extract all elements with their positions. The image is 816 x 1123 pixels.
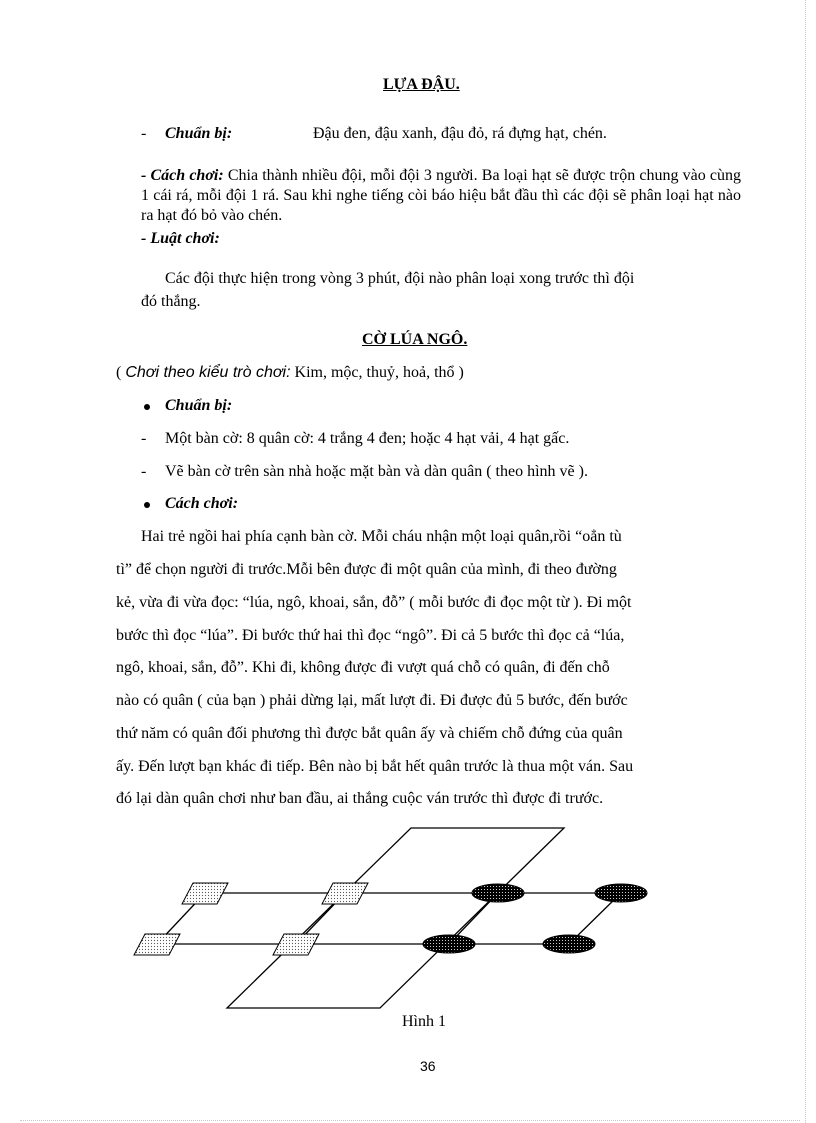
subtitle-italic: Chơi theo kiểu trò chơi: xyxy=(125,364,291,381)
black-piece xyxy=(543,935,595,953)
subtitle-open: ( xyxy=(116,364,126,381)
black-piece xyxy=(595,884,647,902)
section-title-co-lua-ngo: CỜ LÚA NGÔ. xyxy=(362,331,468,348)
rules-line-2: đó thắng. xyxy=(141,293,201,310)
white-piece xyxy=(322,883,368,904)
white-piece xyxy=(273,934,319,955)
list-dash: - xyxy=(141,430,147,447)
prep-text: Đậu đen, đậu xanh, đậu đỏ, rá đựng hạt, chén. xyxy=(313,125,607,142)
body-line: đó lại dàn quân chơi như ban đầu, ai thắng cuộc ván trước thì được đi trước. xyxy=(116,790,604,807)
body-line: tì” để chọn người đi trước.Mỗi bên được đi một quân của mình, đi theo đường xyxy=(116,561,617,578)
board-outline xyxy=(227,828,564,1008)
figure-caption: Hình 1 xyxy=(402,1013,446,1030)
prep-item-2: Vẽ bàn cờ trên sàn nhà hoặc mặt bàn và dàn quân ( theo hình vẽ ). xyxy=(165,463,588,480)
section-title-lua-dau: LỰA ĐẬU. xyxy=(383,76,460,93)
prep-label-2: Chuẩn bị: xyxy=(165,397,233,414)
prep-dash: - xyxy=(141,125,147,142)
board-lines xyxy=(157,828,621,1008)
black-piece xyxy=(472,884,524,902)
body-line: ngô, khoai, sắn, đỗ”. Khi đi, không được đi vượt quá chỗ có quân, đi đến chỗ xyxy=(116,659,610,676)
black-piece xyxy=(423,935,475,953)
rules-line-1: Các đội thực hiện trong vòng 3 phút, đội nào phân loại xong trước thì đội xyxy=(165,270,635,287)
subtitle-rest: Kim, mộc, thuỷ, hoả, thổ ) xyxy=(290,364,464,381)
how-to-play-label: - Cách chơi: xyxy=(141,167,224,184)
body-line: kẻ, vừa đi vừa đọc: “lúa, ngô, khoai, sắn, đỗ” ( mỗi bước đi đọc một từ ). Đi một xyxy=(116,594,632,611)
body-line: Hai trẻ ngồi hai phía cạnh bàn cờ. Mỗi cháu nhận một loại quân,rồi “oẳn tù xyxy=(141,528,622,545)
prep-label: Chuẩn bị: xyxy=(165,125,233,142)
page-number: 36 xyxy=(420,1058,436,1074)
body-line: bước thì đọc “lúa”. Đi bước thứ hai thì đọc “ngô”. Đi cả 5 bước thì đọc cả “lúa, xyxy=(116,627,625,644)
black-pieces xyxy=(423,884,647,953)
prep-item-1: Một bàn cờ: 8 quân cờ: 4 trắng 4 đen; hoặc 4 hạt vải, 4 hạt gấc. xyxy=(165,430,570,447)
body-line: nào có quân ( của bạn ) phải dừng lại, mất lượt đi. Đi được đủ 5 bước, đến bước xyxy=(116,692,628,709)
rules-label: - Luật chơi: xyxy=(141,230,220,247)
how-to-play-text: Chia thành nhiều đội, mỗi đội 3 người. Ba loại hạt sẽ được trộn chung vào cùng 1 cái rá, mỗi đội 1 rá. Sau khi nghe tiếng còi báo hiệu bắt đầu thì các đội sẽ phân loại hạt nào ra hạt đó bỏ vào chén. xyxy=(141,167,742,224)
body-line: thứ năm có quân đối phương thì được bắt quân ấy và chiếm chỗ đứng của quân xyxy=(116,725,623,742)
list-dash: - xyxy=(141,463,147,480)
white-piece xyxy=(182,883,228,904)
body-line: ấy. Đến lượt bạn khác đi tiếp. Bên nào bị bắt hết quân trước là thua một ván. Sau xyxy=(116,758,634,775)
how-to-play-label-2: Cách chơi: xyxy=(165,495,239,512)
white-piece xyxy=(134,934,180,955)
